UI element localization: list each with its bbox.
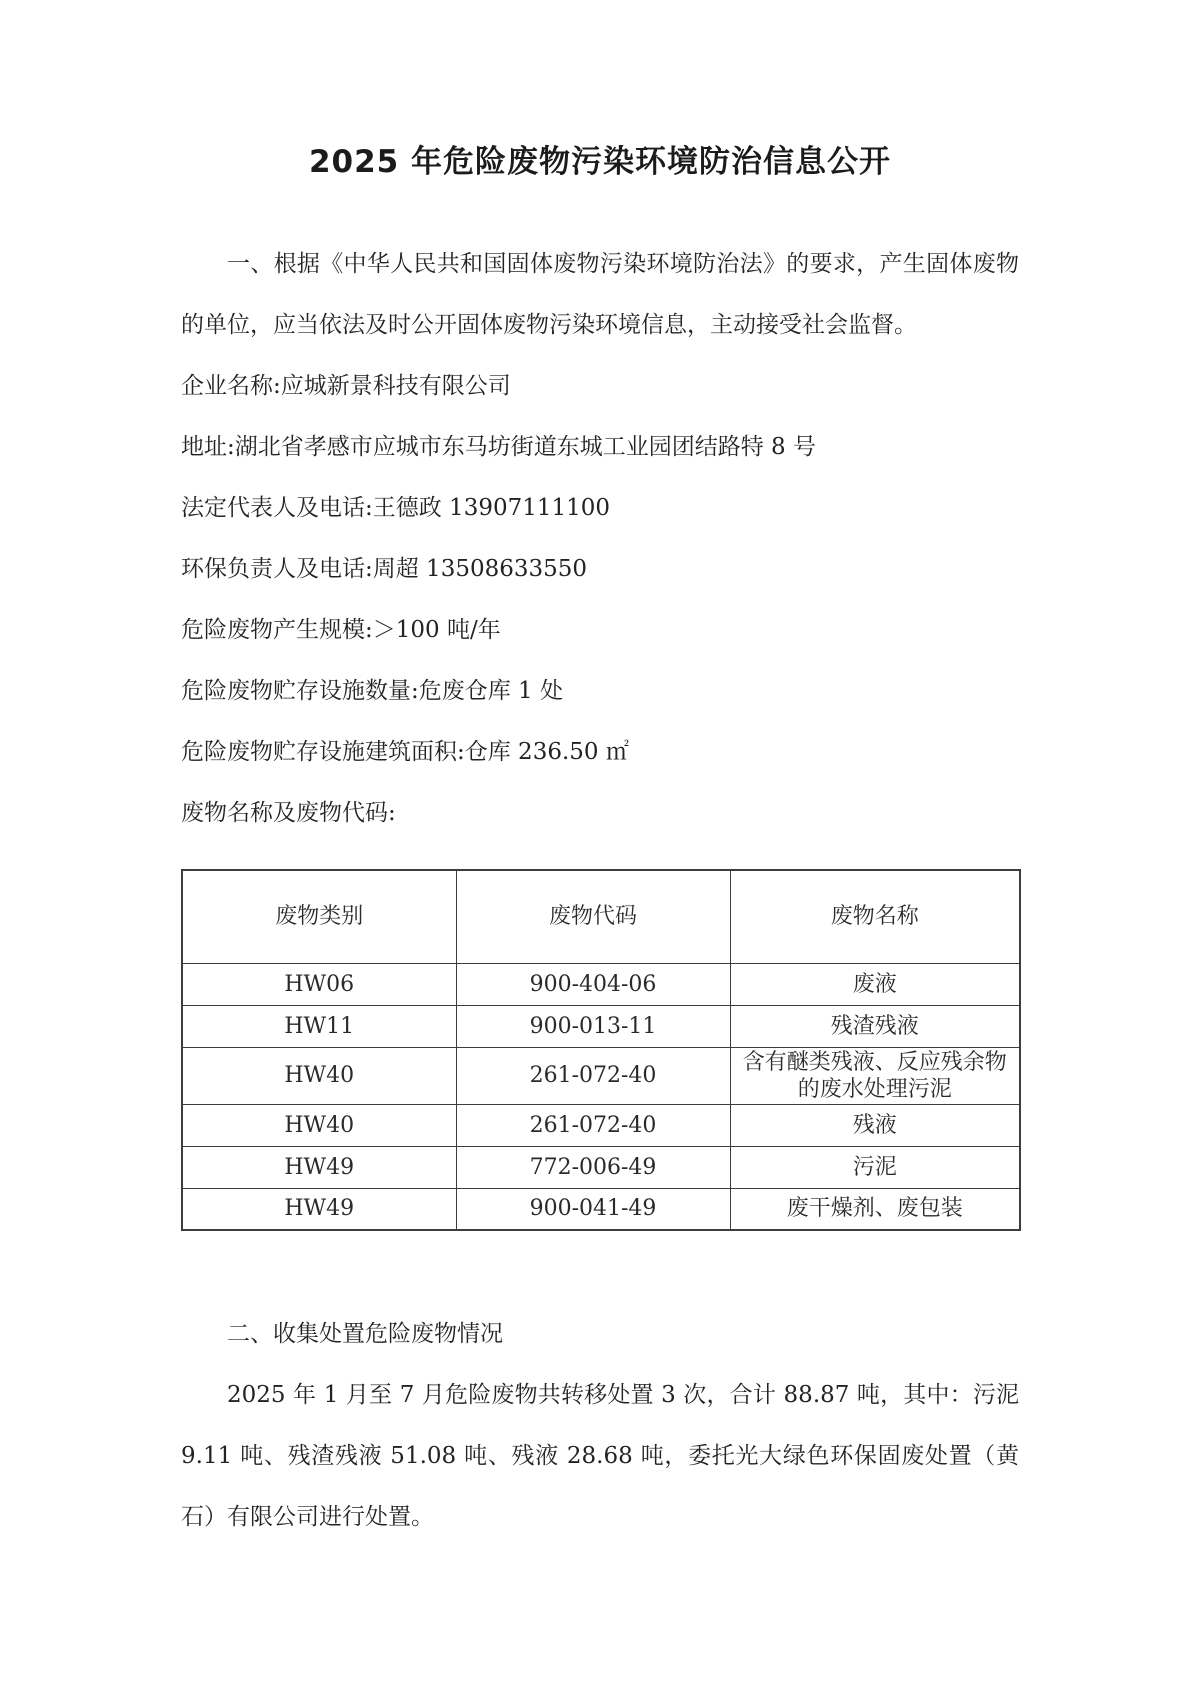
table-cell: HW40 (182, 1047, 456, 1104)
info-line-company-name: 企业名称:应城新景科技有限公司 (181, 373, 511, 399)
table-row (182, 1188, 1020, 1230)
table-row (182, 1104, 1020, 1146)
table-cell: 261-072-40 (456, 1104, 730, 1146)
table-cell: 含有醚类残液、反应残余物的废水处理污泥 (730, 1047, 1020, 1104)
document-title: 2025 年危险废物污染环境防治信息公开 (308, 144, 892, 180)
table-cell: 900-041-49 (456, 1188, 730, 1230)
table-cell: HW11 (182, 1005, 456, 1047)
section-two-heading: 二、收集处置危险废物情况 (227, 1321, 503, 1347)
info-line-waste-scale: 危险废物产生规模:＞100 吨/年 (181, 617, 501, 643)
section-two-paragraph: 2025 年 1 月至 7 月危险废物共转移处置 3 次，合计 88.87 吨，其中：污泥 9.11 吨、残渣残液 51.08 吨、残液 28.68 吨，委托光大绿色环保固废处置（黄石）有限公司进行处置。 (181, 1382, 1019, 1530)
table-row (182, 1047, 1020, 1104)
info-line-storage-area: 危险废物贮存设施建筑面积:仓库 236.50 ㎡ (181, 739, 629, 765)
table-cell: 残液 (730, 1104, 1020, 1146)
info-line-storage-count: 危险废物贮存设施数量:危废仓库 1 处 (181, 678, 564, 704)
table-cell: 900-013-11 (456, 1005, 730, 1047)
table-cell: 900-404-06 (456, 963, 730, 1005)
table-cell: HW40 (182, 1104, 456, 1146)
table-cell: HW49 (182, 1146, 456, 1188)
info-line-env-officer-phone: 环保负责人及电话:周超 13508633550 (181, 556, 588, 582)
header-waste-name: 废物名称 (730, 870, 1020, 963)
info-line-address: 地址:湖北省孝感市应城市东马坊街道东城工业园团结路特 8 号 (181, 434, 817, 460)
header-waste-code: 废物代码 (456, 870, 730, 963)
table-cell: HW49 (182, 1188, 456, 1230)
table-header-row (182, 870, 1020, 963)
table-cell: 废液 (730, 963, 1020, 1005)
table-cell: 261-072-40 (456, 1047, 730, 1104)
table-row (182, 1005, 1020, 1047)
table-cell: 残渣残液 (730, 1005, 1020, 1047)
table-row (182, 1146, 1020, 1188)
info-line-legal-rep-phone: 法定代表人及电话:王德政 13907111100 (181, 495, 611, 521)
intro-paragraph: 一、根据《中华人民共和国固体废物污染环境防治法》的要求，产生固体废物的单位，应当依法及时公开固体废物污染环境信息，主动接受社会监督。 (181, 251, 1019, 338)
table-cell: HW06 (182, 963, 456, 1005)
table-cell: 772-006-49 (456, 1146, 730, 1188)
waste-code-table (181, 869, 1021, 1231)
table-cell: 废干燥剂、废包装 (730, 1188, 1020, 1230)
header-waste-category: 废物类别 (182, 870, 456, 963)
table-cell: 污泥 (730, 1146, 1020, 1188)
table-caption: 废物名称及废物代码: (181, 800, 396, 826)
table-row (182, 963, 1020, 1005)
